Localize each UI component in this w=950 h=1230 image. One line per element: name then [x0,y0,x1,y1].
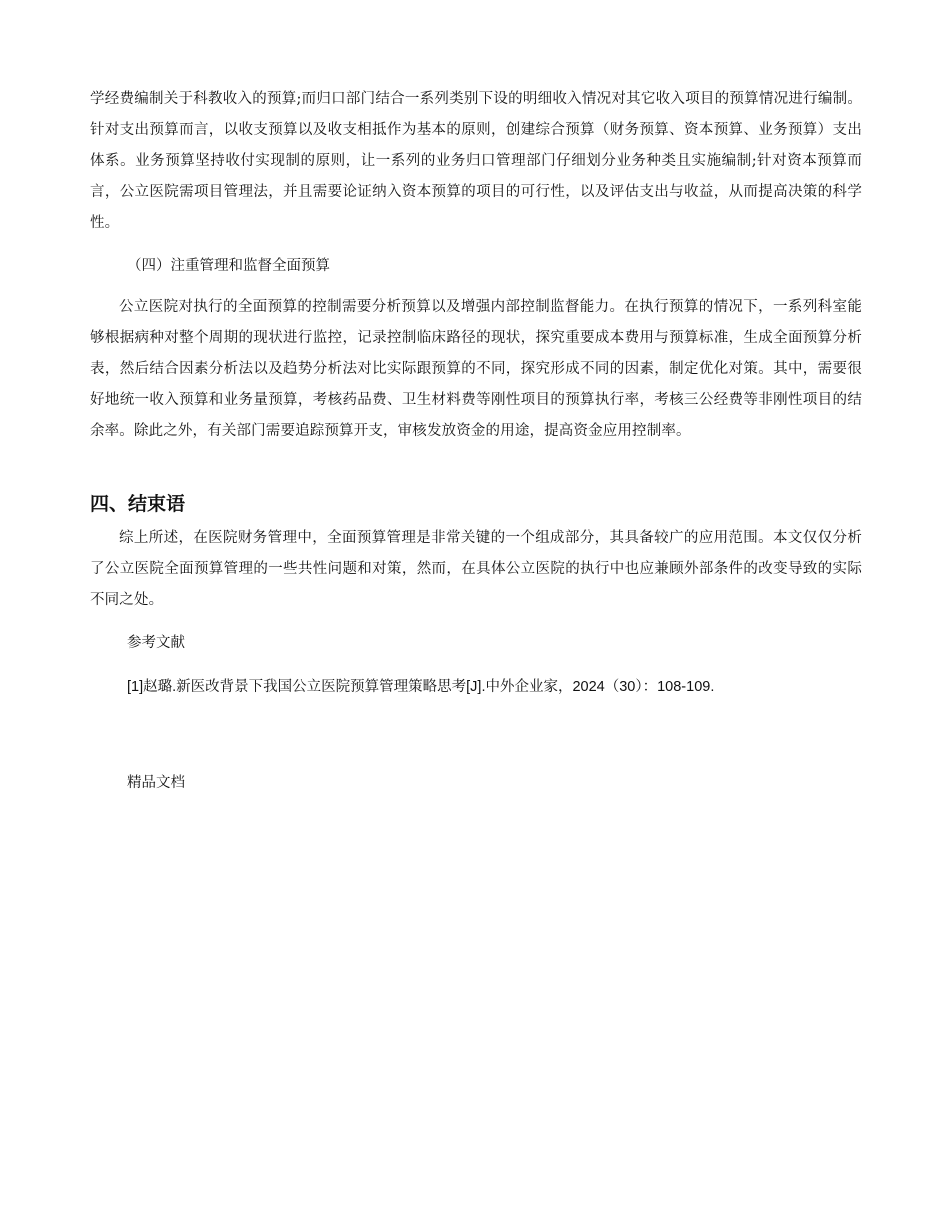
body-paragraph-budget-control: 公立医院对执行的全面预算的控制需要分析预算以及增强内部控制监督能力。在执行预算的情况下，一系列科室能够根据病种对整个周期的现状进行监控，记录控制临床路径的现状，探究重要成本费用与预算标准，生成全面预算分析表，然后结合因素分析法以及趋势分析法对比实际跟预算的不同，探究形成不同的因素，制定优化对策。其中，需要很好地统一收入预算和业务量预算，考核药品费、卫生材料费等刚性项目的预算执行率，考核三公经费等非刚性项目的结余率。除此之外，有关部门需要追踪预算开支，审核发放资金的用途，提高资金应用控制率。 [90,299,862,439]
section-heading-conclusion: 四、结束语 [90,493,186,515]
body-paragraph-budget-compilation: 学经费编制关于科教收入的预算;而归口部门结合一系列类别下设的明细收入情况对其它收入项目的预算情况进行编制。针对支出预算而言，以收支预算以及收支相抵作为基本的原则，创建综合预算（财务预算、资本预算、业务预算）支出体系。业务预算坚持收付实现制的原则，让一系列的业务归口管理部门仔细划分业务种类且实施编制;针对资本预算而言，公立医院需项目管理法，并且需要论证纳入资本预算的项目的可行性，以及评估支出与收益，从而提高决策的科学性。 [90,91,862,231]
footer-watermark-text: 精品文档 [127,775,185,791]
subheading-budget-supervision: （四）注重管理和监督全面预算 [127,258,330,274]
reference-item: [1]赵璐.新医改背景下我国公立医院预算管理策略思考[J].中外企业家，2024（30）：108-109. [127,679,715,695]
body-paragraph-conclusion: 综上所述，在医院财务管理中，全面预算管理是非常关键的一个组成部分，其具备较广的应用范围。本文仅仅分析了公立医院全面预算管理的一些共性问题和对策，然而，在具体公立医院的执行中也应兼顾外部条件的改变导致的实际不同之处。 [90,530,862,608]
references-title: 参考文献 [127,635,185,651]
